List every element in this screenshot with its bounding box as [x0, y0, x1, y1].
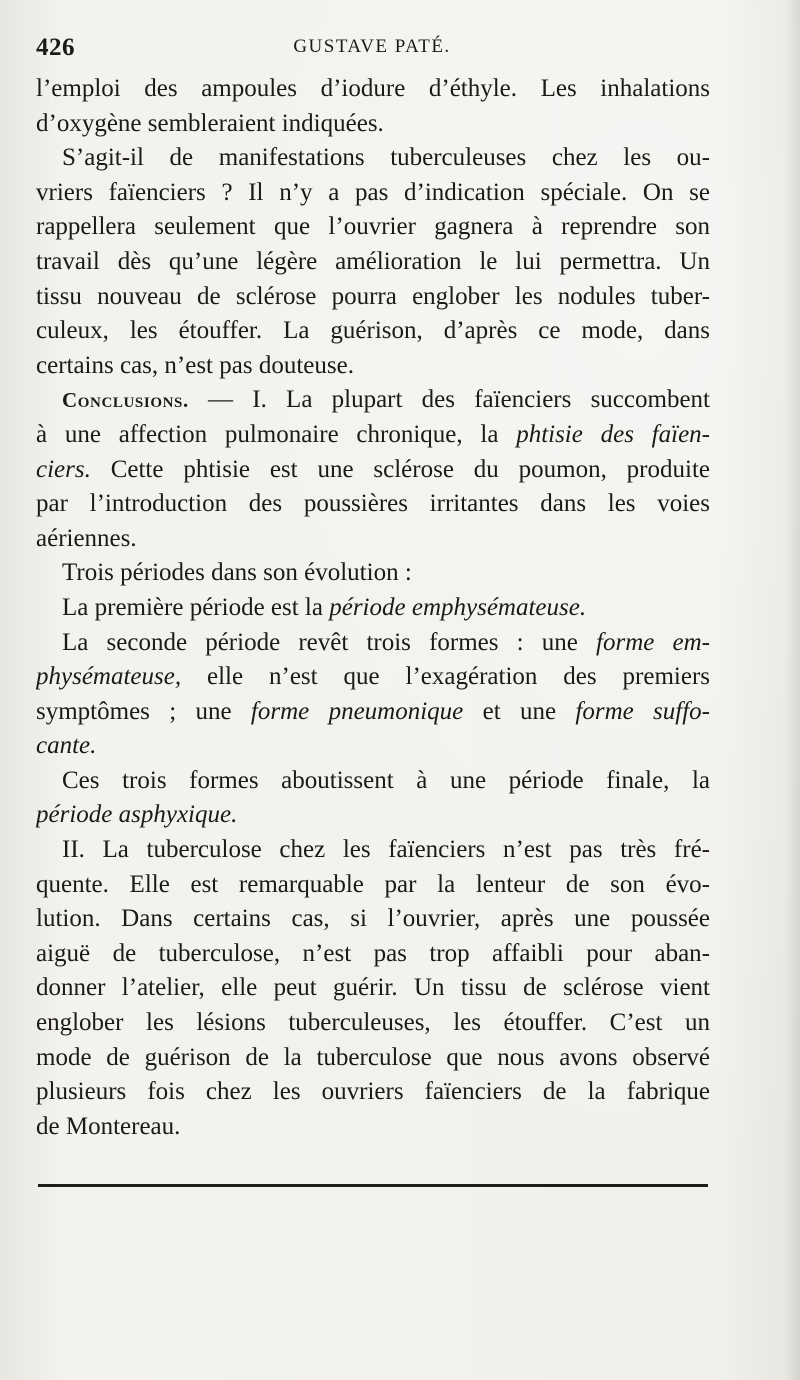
body-text [36, 72, 710, 1144]
text-fragment: — I. La plupart des faïenciers succombent [188, 386, 710, 414]
text-line: Trois périodes dans son évolution : [62, 559, 412, 587]
text-line: culeux, les étouffer. La guérison, d’après ce mode, dans [36, 317, 710, 345]
text-line: travail dès qu’une légère amélioration le lui permettra. Un [36, 247, 710, 275]
text-line: II. La tuberculose chez les faïenciers n’est pas très fré- [62, 836, 710, 864]
italic-text: physémateuse, [36, 663, 182, 691]
page-number: 426 [36, 34, 75, 61]
text-fragment: symptômes ; une [36, 697, 251, 725]
text-line: de Montereau. [36, 1112, 181, 1140]
italic-text: forme em- [596, 628, 710, 656]
conclusions-line [36, 383, 710, 418]
text-line: Ces trois formes aboutissent à une période finale, la [62, 766, 710, 794]
text-fragment: La seconde période revêt trois formes : une [62, 628, 597, 656]
text-line [36, 591, 710, 626]
text-line: lution. Dans certains cas, si l’ouvrier, après une poussée [36, 905, 710, 933]
text-line: donner l’atelier, elle peut guérir. Un tissu de sclérose vient [36, 974, 710, 1002]
text-line: englober les lésions tuberculeuses, les étouffer. C’est un [36, 1009, 710, 1037]
text-line: certains cas, n’est pas douteuse. [36, 351, 354, 379]
text-line [36, 729, 710, 764]
text-line: plusieurs fois chez les ouvriers faïenciers de la fabrique [36, 1078, 710, 1106]
italic-text: période emphysémateuse. [329, 593, 587, 621]
text-line: rappellera seulement que l’ouvrier gagnera à reprendre son [36, 213, 710, 241]
text-fragment: Cette phtisie est une sclérose du poumon, produite [90, 455, 710, 483]
italic-text: cante. [36, 732, 97, 760]
closing-rule [38, 1184, 708, 1187]
text-line: d’oxygène sembleraient indiquées. [36, 109, 384, 137]
text-line: mode de guérison de la tuberculose que nous avons observé [36, 1043, 710, 1071]
text-line: aiguë de tuberculose, n’est pas trop affaibli pour aban- [36, 939, 710, 967]
text-line: aériennes. [36, 524, 137, 552]
text-fragment: et une [463, 697, 576, 725]
text-line: vriers faïenciers ? Il n’y a pas d’indication spéciale. On se [36, 178, 710, 206]
text-fragment: à une affection pulmonaire chronique, la [36, 420, 517, 448]
text-line: tissu nouveau de sclérose pourra englober les nodules tuber- [36, 282, 710, 310]
text-fragment: elle n’est que l’exagération des premiers [181, 663, 710, 691]
page-edge-shadow [786, 0, 800, 1380]
text-line: par l’introduction des poussières irritantes dans les voies [36, 490, 710, 518]
text-line: l’emploi des ampoules d’iodure d’éthyle. Les inhalations [36, 75, 710, 102]
italic-text: ciers. [36, 455, 91, 483]
page-header [36, 30, 708, 66]
text-line [36, 626, 710, 661]
text-fragment: La première période est la [62, 593, 330, 621]
italic-text: forme pneumonique [250, 697, 464, 725]
italic-text: période asphyxique. [36, 801, 238, 829]
italic-text: forme suffo- [575, 697, 710, 725]
text-line [36, 418, 710, 453]
running-head: GUSTAVE PATÉ. [293, 36, 451, 57]
text-line [36, 695, 710, 730]
text-line [36, 660, 710, 695]
text-line: S’agit-il de manifestations tuberculeuses chez les ou- [62, 144, 710, 172]
italic-text: phtisie des faïen- [516, 420, 710, 448]
text-line: quente. Elle est remarquable par la lenteur de son évo- [36, 870, 710, 898]
text-line [36, 798, 710, 833]
text-line [36, 453, 710, 488]
section-heading: Conclusions. [62, 388, 189, 413]
